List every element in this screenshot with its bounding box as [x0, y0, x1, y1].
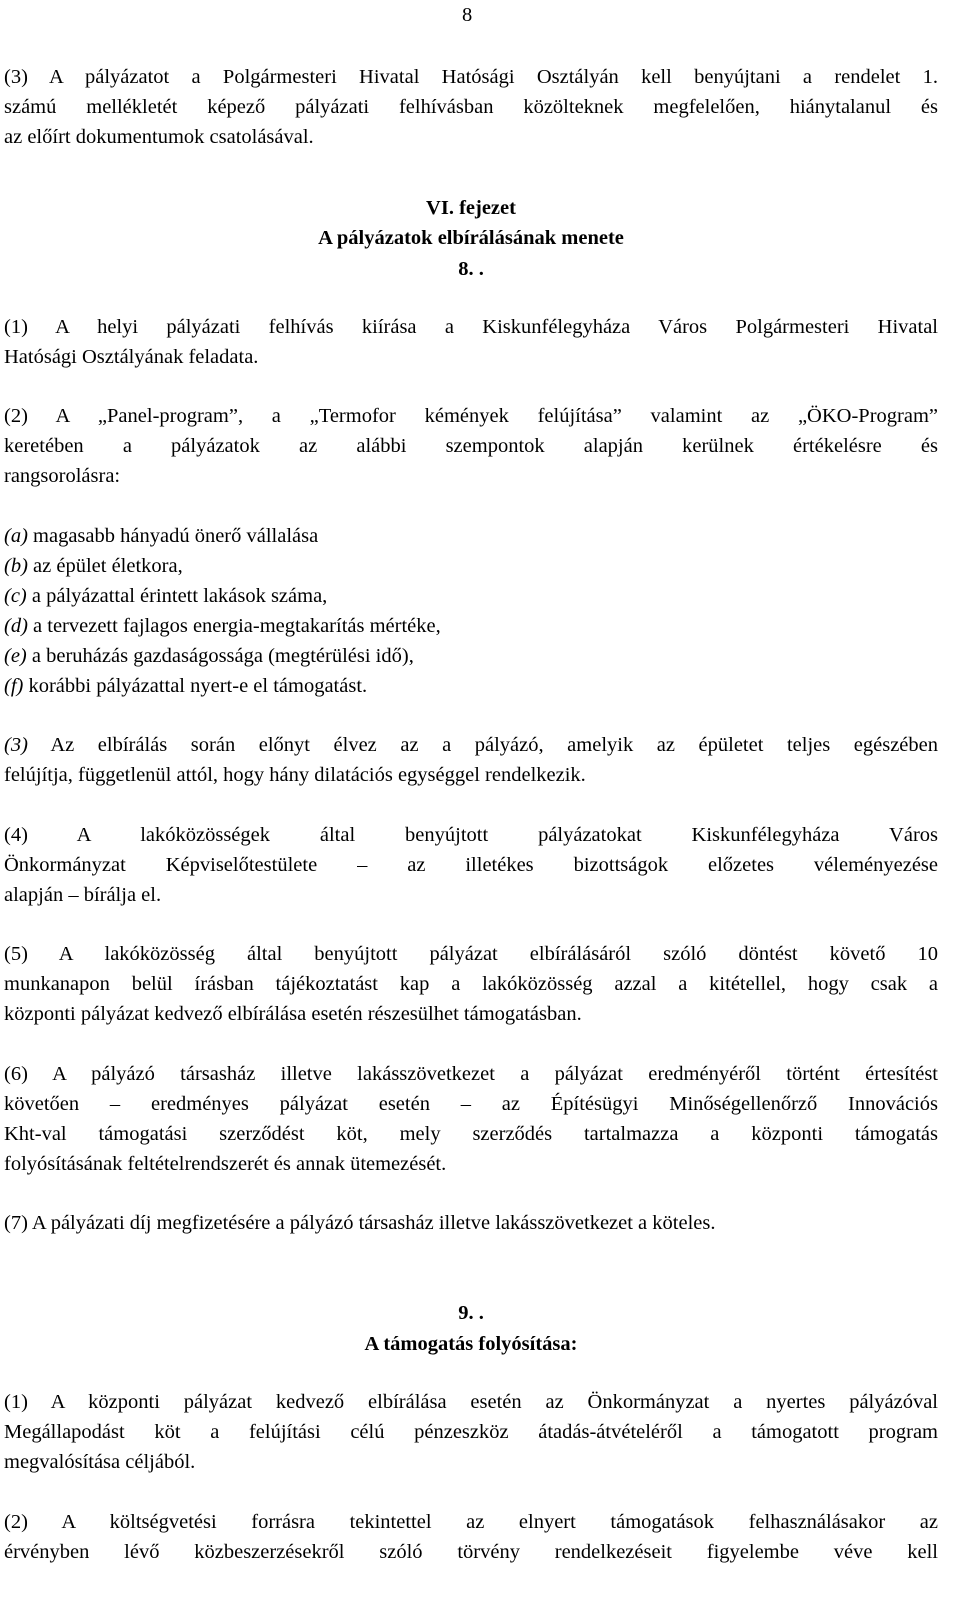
list-item-text: magasabb hányadú önerő vállalása — [27, 525, 319, 547]
section-9-title: A támogatás folyósítása: — [364, 1333, 578, 1355]
text-line: Hatósági Osztályának feladata. — [4, 346, 259, 368]
text-line: központi pályázat kedvező elbírálása esetén részesülhet támogatásban. — [4, 1003, 582, 1025]
list-item — [4, 611, 441, 641]
section-8-paragraph-1 — [4, 312, 938, 372]
text-fragment: Az elbírálás során előnyt élvez az a pályázó, amelyik az épületet teljes egészében — [27, 734, 938, 756]
section-8-paragraph-4 — [4, 820, 938, 910]
list-item-label: (b) — [4, 555, 28, 577]
text-line: követően – eredményes pályázat esetén – az Építésügyi Minőségellenőrző Innovációs — [4, 1093, 938, 1115]
section-9-number: 9. . — [458, 1302, 484, 1324]
text-line: érvényben lévő közbeszerzésekről szóló törvény rendelkezéseit figyelembe véve kell — [4, 1541, 938, 1563]
text-line: keretében a pályázatok az alábbi szempontok alapján kerülnek értékelésre és — [4, 435, 938, 457]
paragraph-3-submission — [4, 62, 938, 152]
list-item — [4, 551, 183, 581]
text-line: (2) A „Panel-program”, a „Termofor kémények felújítása” valamint az „ÖKO-Program” — [4, 405, 938, 427]
text-line: (6) A pályázó társasház illetve lakásszövetkezet a pályázat eredményéről történt értesítést — [4, 1063, 938, 1085]
text-line: Önkormányzat Képviselőtestülete – az illetékes bizottságok előzetes véleményezése — [4, 854, 938, 876]
section-8-paragraph-3 — [4, 730, 938, 790]
text-line: (3) A pályázatot a Polgármesteri Hivatal Hatósági Osztályán kell benyújtani a rendelet 1. — [4, 66, 938, 88]
text-line: (5) A lakóközösség által benyújtott pályázat elbírálásáról szóló döntést követő 10 — [4, 943, 938, 965]
text-line: Kht-val támogatási szerződést köt, mely szerződés tartalmazza a központi támogatás — [4, 1123, 938, 1145]
text-line: számú mellékletét képező pályázati felhívásban közölteknek megfelelően, hiánytalanul és — [4, 96, 938, 118]
text-line: az előírt dokumentumok csatolásával. — [4, 126, 314, 148]
list-item — [4, 641, 414, 671]
text-line: (7) A pályázati díj megfizetésére a pályázó társasház illetve lakásszövetkezet a köteles. — [4, 1212, 716, 1234]
text-line: megvalósítása céljából. — [4, 1451, 196, 1473]
chapter-title: A pályázatok elbírálásának menete — [318, 227, 624, 249]
list-item-text: az épület életkora, — [27, 555, 183, 577]
list-item-label: (e) — [4, 645, 27, 667]
list-item — [4, 671, 367, 701]
text-line: munkanapon belül írásban tájékoztatást kap a lakóközösség azzal a kitétellel, hogy csak a — [4, 973, 938, 995]
text-line: (1) A központi pályázat kedvező elbírálása esetén az Önkormányzat a nyertes pályázóval — [4, 1391, 938, 1413]
text-line: alapján – bírálja el. — [4, 884, 162, 906]
list-item-text: a pályázattal érintett lakások száma, — [26, 585, 328, 607]
text-line: Megállapodást köt a felújítási célú pénzeszköz átadás-átvételéről a támogatott program — [4, 1421, 938, 1443]
list-item-label: (d) — [4, 615, 28, 637]
list-item-label: (c) — [4, 585, 27, 607]
section-8-paragraph-7 — [4, 1208, 938, 1238]
list-item-label: (a) — [4, 525, 28, 547]
paragraph-label: (3) — [4, 734, 28, 756]
list-item-text: korábbi pályázattal nyert-e el támogatást. — [23, 675, 368, 697]
section-9-paragraph-1 — [4, 1387, 938, 1477]
text-line: (1) A helyi pályázati felhívás kiírása a Kiskunfélegyháza Város Polgármesteri Hivatal — [4, 316, 938, 338]
list-item-label: (f) — [4, 675, 24, 697]
text-line: rangsorolásra: — [4, 465, 121, 487]
section-8-paragraph-2 — [4, 401, 938, 491]
list-item-text: a tervezett fajlagos energia-megtakarítás mértéke, — [27, 615, 441, 637]
list-item — [4, 521, 318, 551]
section-8-paragraph-5 — [4, 939, 938, 1029]
list-item — [4, 581, 327, 611]
text-line: (2) A költségvetési forrásra tekintettel az elnyert támogatások felhasználásakor az — [4, 1511, 938, 1533]
page-number: 8 — [462, 4, 473, 26]
text-line — [4, 730, 938, 760]
list-item-text: a beruházás gazdaságossága (megtérülési idő), — [26, 645, 414, 667]
text-line: (4) A lakóközösségek által benyújtott pályázatokat Kiskunfélegyháza Város — [4, 824, 938, 846]
chapter-number: VI. fejezet — [426, 197, 516, 219]
section-8-paragraph-6 — [4, 1059, 938, 1179]
section-number: 8. . — [458, 258, 484, 280]
text-line: felújítja, függetlenül attól, hogy hány dilatációs egységgel rendelkezik. — [4, 764, 586, 786]
section-9-paragraph-2 — [4, 1507, 938, 1567]
text-line: folyósításának feltételrendszerét és annak ütemezését. — [4, 1153, 447, 1175]
